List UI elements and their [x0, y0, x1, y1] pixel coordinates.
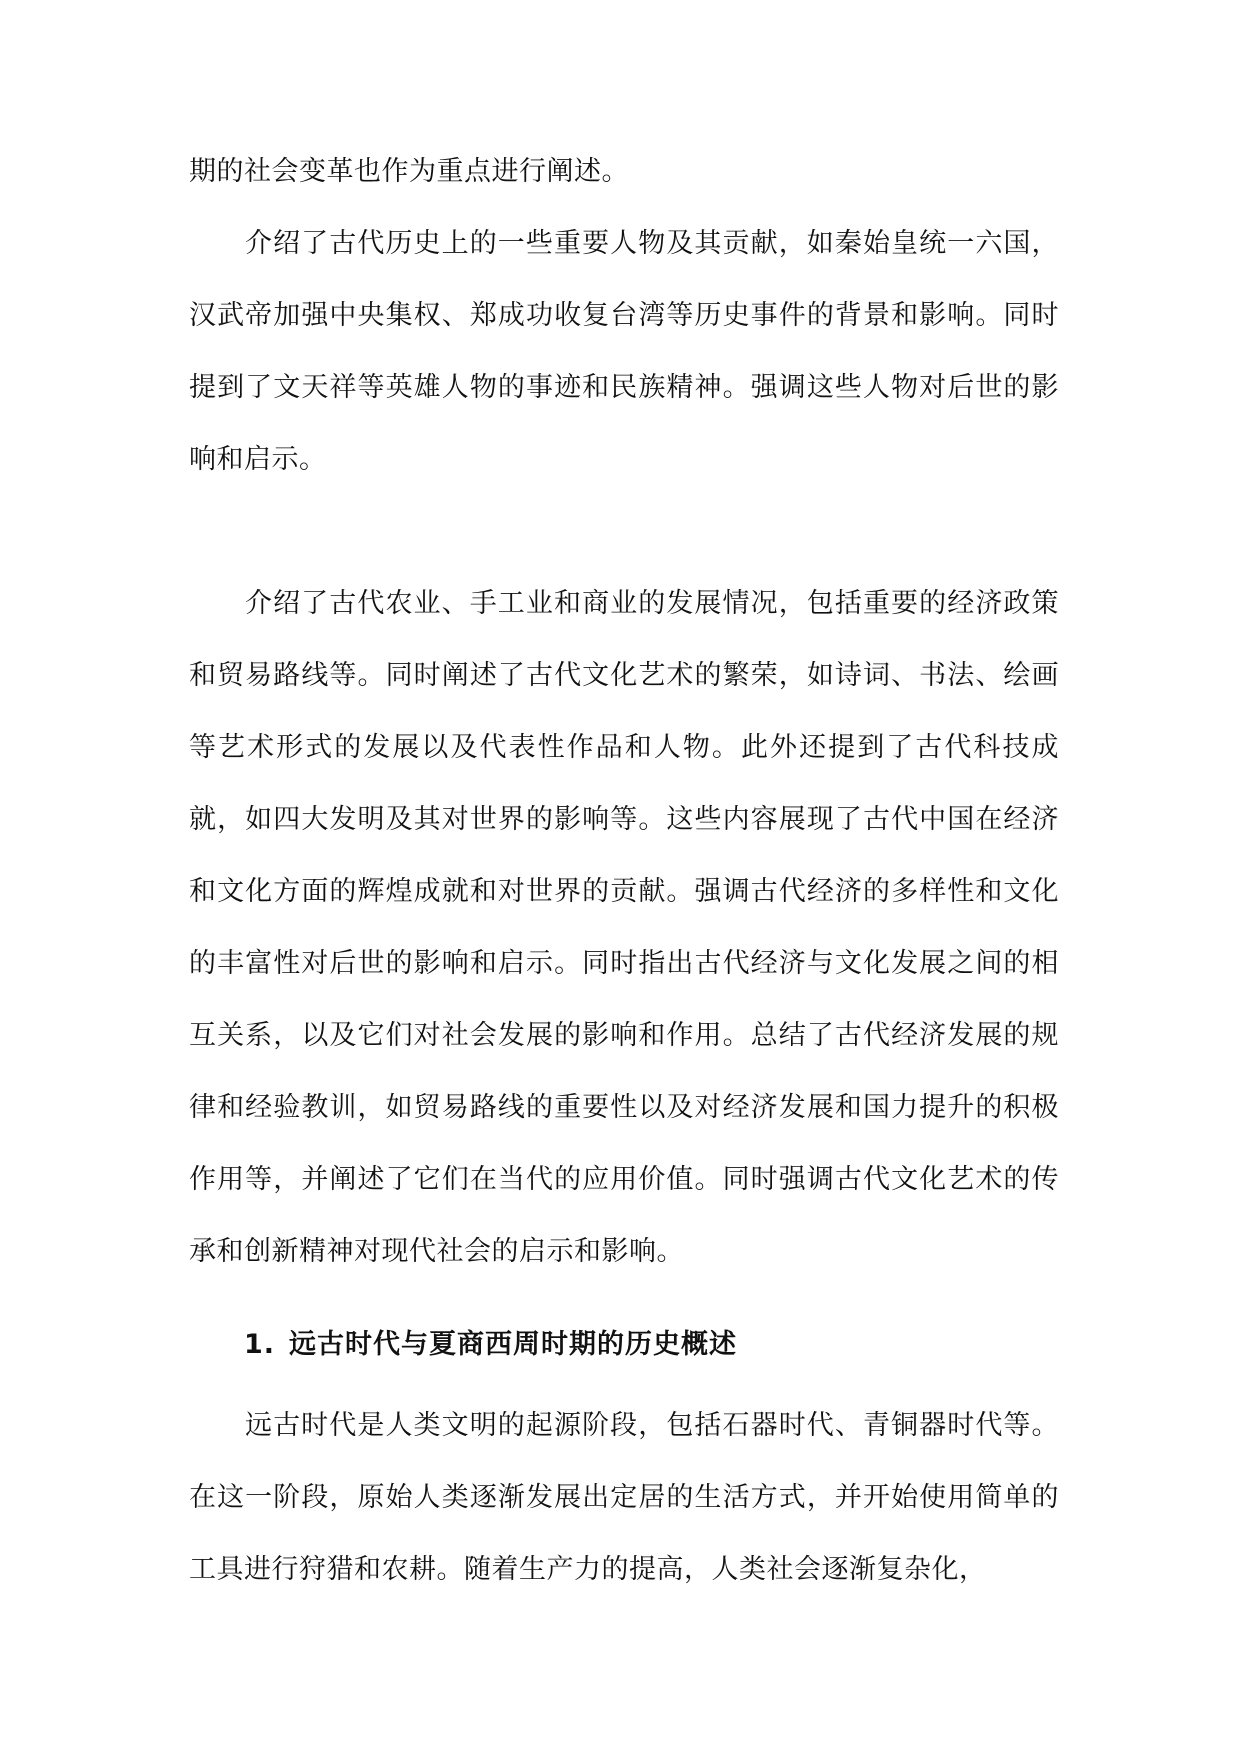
section-number: 1.: [244, 1329, 276, 1360]
paragraph-historical-figures: 介绍了古代历史上的一些重要人物及其贡献，如秦始皇统一六国，汉武帝加强中央集权、郑成功收复台湾等历史事件的背景和影响。同时提到了文天祥等英雄人物的事迹和民族精神。强调这些人物对后世的影响和启示。: [189, 228, 1059, 475]
paragraph-continuation: 期的社会变革也作为重点进行阐述。: [189, 156, 629, 187]
section-title: 远古时代与夏商西周时期的历史概述: [289, 1329, 738, 1360]
paragraph-ancient-era: 远古时代是人类文明的起源阶段，包括石器时代、青铜器时代等。在这一阶段，原始人类逐渐发展出定居的生活方式，并开始使用简单的工具进行狩猎和农耕。随着生产力的提高，人类社会逐渐复杂化，: [189, 1410, 1059, 1585]
section-heading: [244, 1325, 737, 1365]
paragraph-economy-culture: 介绍了古代农业、手工业和商业的发展情况，包括重要的经济政策和贸易路线等。同时阐述了古代文化艺术的繁荣，如诗词、书法、绘画等艺术形式的发展以及代表性作品和人物。此外还提到了古代科技成就，如四大发明及其对世界的影响等。这些内容展现了古代中国在经济和文化方面的辉煌成就和对世界的贡献。强调古代经济的多样性和文化的丰富性对后世的影响和启示。同时指出古代经济与文化发展之间的相互关系，以及它们对社会发展的影响和作用。总结了古代经济发展的规律和经验教训，如贸易路线的重要性以及对经济发展和国力提升的积极作用等，并阐述了它们在当代的应用价值。同时强调古代文化艺术的传承和创新精神对现代社会的启示和影响。: [189, 588, 1059, 1267]
